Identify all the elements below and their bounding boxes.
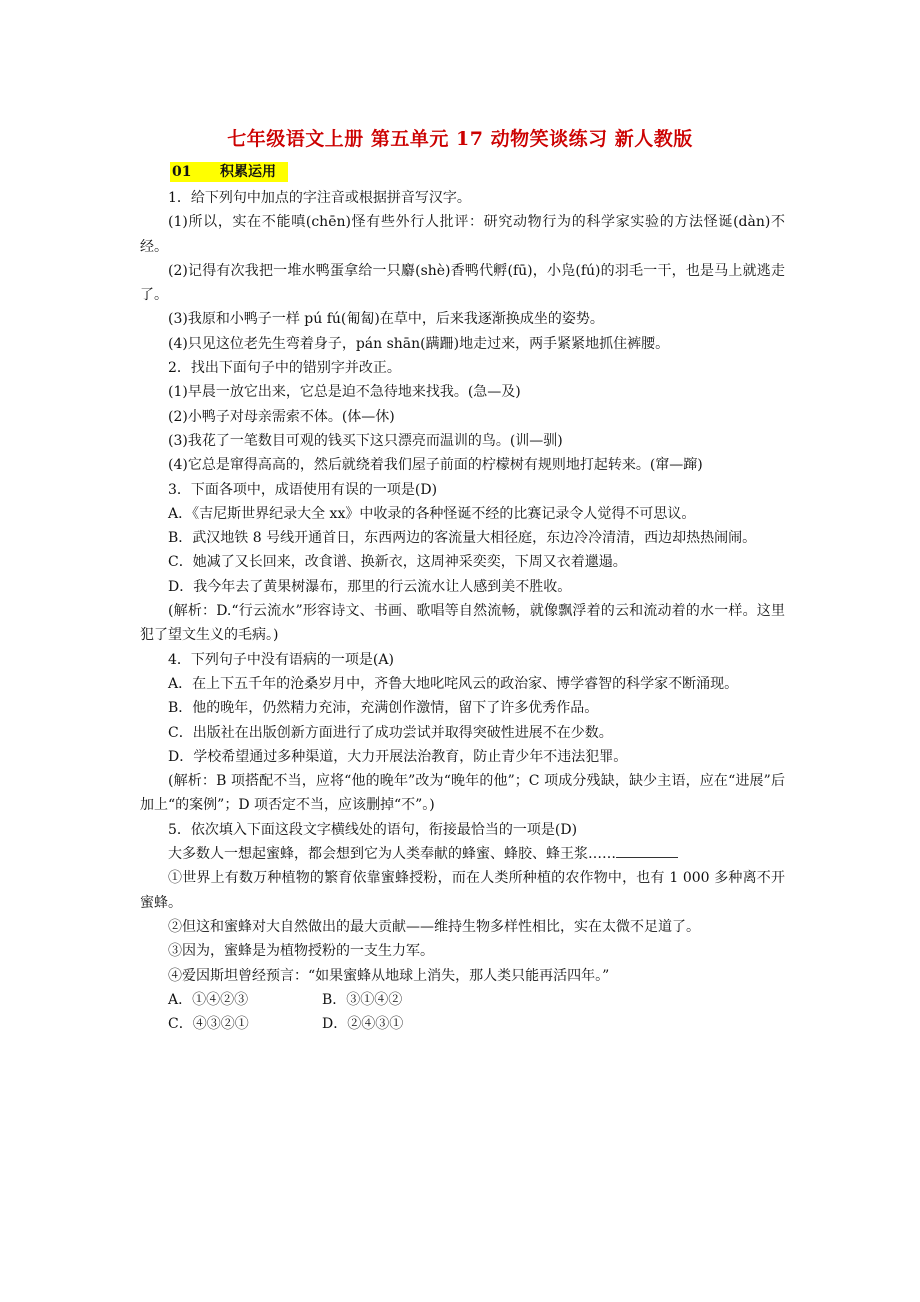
question-2-item-2: (2)小鸭子对母亲需索不体。(体—休) [168,408,395,425]
question-5-passage-text: 大多数人一想起蜜蜂，都会想到它为人类奉献的蜂蜜、蜂胶、蜂王浆…… [168,846,616,863]
choice-d: D．②④③① [322,1016,404,1033]
question-4-analysis: (解析：B 项搭配不当，应将“他的晚年”改为“晚年的他”；C 项成分残缺，缺少主语，应在“进展”后加上“的案例”；D 项否定不当，应该删掉“不”。) [140,773,785,814]
exercise-content [140,186,785,1036]
question-3-option-a: A．《吉尼斯世界纪录大全 xx》中收录的各种怪诞不经的比赛记录令人觉得不可思议。 [168,505,696,522]
question-1-heading: 1．给下列句中加点的字注音或根据拼音写汉字。 [168,190,471,206]
question-5-sentence-2: ②但这和蜜蜂对大自然做出的最大贡献——维持生物多样性相比，实在太微不足道了。 [168,918,700,935]
question-4-option-d: D．学校希望通过多种渠道，大力开展法治教育，防止青少年不违法犯罪。 [168,748,628,765]
question-5-choices [140,988,785,1037]
question-2-item-3: (3)我花了一笔数目可观的钱买下这只漂亮而温训的鸟。(训—驯) [168,432,563,449]
question-1-item-3: (3)我原和小鸭子一样 pú fú(匍匐)在草中，后来我逐渐换成坐的姿势。 [168,311,604,328]
question-3-option-c: C．她减了又长回来，改食谱、换新衣，这周神采奕奕，下周又衣着邋遢。 [168,554,627,571]
question-2-heading: 2．找出下面句子中的错别字并改正。 [168,360,401,377]
question-5-sentence-1: ①世界上有数万种植物的繁育依靠蜜蜂授粉，而在人类所种植的农作物中，也有 1 000 多种离不开蜜蜂。 [140,870,785,911]
choice-c: C．④③②① [168,1016,249,1033]
choice-b: B．③①④② [322,991,403,1008]
choice-a: A．①④②③ [168,991,249,1008]
fill-in-blank [616,845,678,858]
question-2-item-4: (4)它总是窜得高高的，然后就绕着我们屋子前面的柠檬树有规则地打起转来。(窜—蹿) [168,457,703,474]
question-3-heading: 3．下面各项中，成语使用有误的一项是(D) [168,481,438,498]
section-label: 积累运用 [220,164,276,180]
question-1-item-4: (4)只见这位老先生弯着身子，pán shān(蹒跚)地走过来，两手紧紧地抓住裤腰。 [168,335,670,352]
section-heading [170,162,288,182]
question-1-item-1: (1)所以，实在不能嗔(chēn)怪有些外行人批评：研究动物行为的科学家实验的方法怪诞(dàn)不经。 [140,214,785,255]
question-5-heading: 5．依次填入下面这段文字横线处的语句，衔接最恰当的一项是(D) [168,821,578,838]
question-2-item-1: (1)早晨一放它出来，它总是迫不急待地来找我。(急—及) [168,384,521,401]
question-1-item-2: (2)记得有次我把一堆水鸭蛋拿给一只麝(shè)香鸭代孵(fū)，小凫(fú)的羽毛一干，也是马上就逃走了。 [140,262,785,304]
question-3-option-d: D．我今年去了黄果树瀑布，那里的行云流水让人感到美不胜收。 [168,578,572,595]
question-4-option-b: B．他的晚年，仍然精力充沛，充满创作激情，留下了许多优秀作品。 [168,700,599,717]
question-3-analysis: (解析：D.“行云流水”形容诗文、书画、歌唱等自然流畅，就像飘浮着的云和流动着的水一样。这里犯了望文生义的毛病。) [140,603,785,644]
question-5-sentence-4: ④爱因斯坦曾经预言：“如果蜜蜂从地球上消失，那人类只能再活四年。” [168,967,610,984]
page-title: 七年级语文上册 第五单元 17 动物笑谈练习 新人教版 [227,128,693,150]
question-5-passage [140,842,785,866]
question-5-sentence-3: ③因为，蜜蜂是为植物授粉的一支生力军。 [168,943,434,960]
question-4-heading: 4．下列句子中没有语病的一项是(A) [168,651,394,668]
question-3-option-b: B．武汉地铁 8 号线开通首日，东西两边的客流量大相径庭，东边冷冷清清，西边却热热闹闹。 [168,530,757,547]
question-4-option-c: C．出版社在出版创新方面进行了成功尝试并取得突破性进展不在少数。 [168,724,613,741]
section-number: 01 [172,164,192,180]
question-4-option-a: A．在上下五千年的沧桑岁月中，齐鲁大地叱咤风云的政治家、博学睿智的科学家不断涌现。 [168,675,739,692]
